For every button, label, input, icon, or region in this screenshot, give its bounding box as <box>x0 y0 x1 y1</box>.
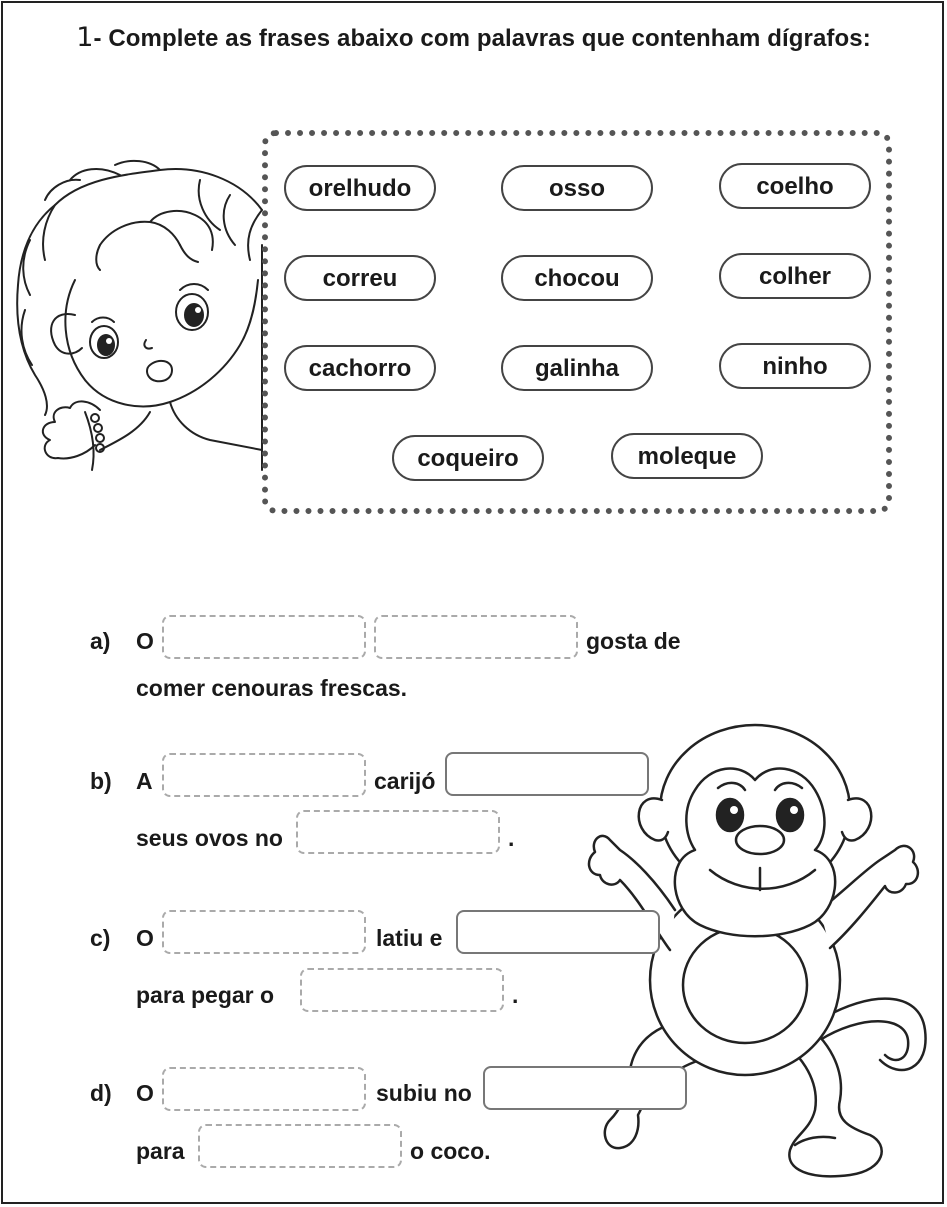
question-c-blank-1[interactable] <box>162 910 366 954</box>
question-c-blank-2[interactable] <box>456 910 660 954</box>
question-c-middle: latiu e <box>376 925 443 951</box>
question-b-letter: b) <box>90 768 112 794</box>
word-bank-item: correu <box>284 255 436 301</box>
question-a-blank-1[interactable] <box>162 615 366 659</box>
question-d-blank-1[interactable] <box>162 1067 366 1111</box>
word-bank-item: orelhudo <box>284 165 436 211</box>
question-d-blank-3[interactable] <box>198 1124 402 1168</box>
question-b-blank-1[interactable] <box>162 753 366 797</box>
question-d-line2: para <box>136 1138 185 1164</box>
question-d-start: O <box>136 1080 154 1106</box>
word-bank-item: cachorro <box>284 345 436 391</box>
question-d-letter: d) <box>90 1080 112 1106</box>
exercise-title <box>0 22 947 53</box>
word-bank-item: colher <box>719 253 871 299</box>
question-b-blank-3[interactable] <box>296 810 500 854</box>
question-c-end: . <box>512 982 519 1008</box>
question-b-middle: carijó <box>374 768 436 794</box>
question-c-line2: para pegar o <box>136 982 275 1008</box>
question-a-letter: a) <box>90 628 111 654</box>
question-b-blank-2[interactable] <box>445 752 649 796</box>
word-bank-item: moleque <box>611 433 763 479</box>
word-bank-item: coqueiro <box>392 435 544 481</box>
word-bank-item: galinha <box>501 345 653 391</box>
exercise-instruction: - Complete as frases abaixo com palavras que contenham dígrafos: <box>93 25 871 52</box>
question-c-start: O <box>136 925 154 951</box>
question-a-start: O <box>136 628 154 654</box>
exercise-number: 1 <box>76 22 94 53</box>
question-d-end: o coco. <box>410 1138 491 1164</box>
word-bank-item: chocou <box>501 255 653 301</box>
question-b-start: A <box>136 768 153 794</box>
question-d-middle: subiu no <box>376 1080 472 1106</box>
question-a-after: gosta de <box>586 628 681 654</box>
word-bank-item: coelho <box>719 163 871 209</box>
word-bank-item: osso <box>501 165 653 211</box>
question-c-letter: c) <box>90 925 111 951</box>
question-a-blank-2[interactable] <box>374 615 578 659</box>
girl-illustration <box>0 150 280 480</box>
word-bank-item: ninho <box>719 343 871 389</box>
question-b-line2: seus ovos no <box>136 825 283 851</box>
question-b-end: . <box>508 825 515 851</box>
question-c-blank-3[interactable] <box>300 968 504 1012</box>
question-a-line2: comer cenouras frescas. <box>136 675 408 701</box>
question-d-blank-2[interactable] <box>483 1066 687 1110</box>
